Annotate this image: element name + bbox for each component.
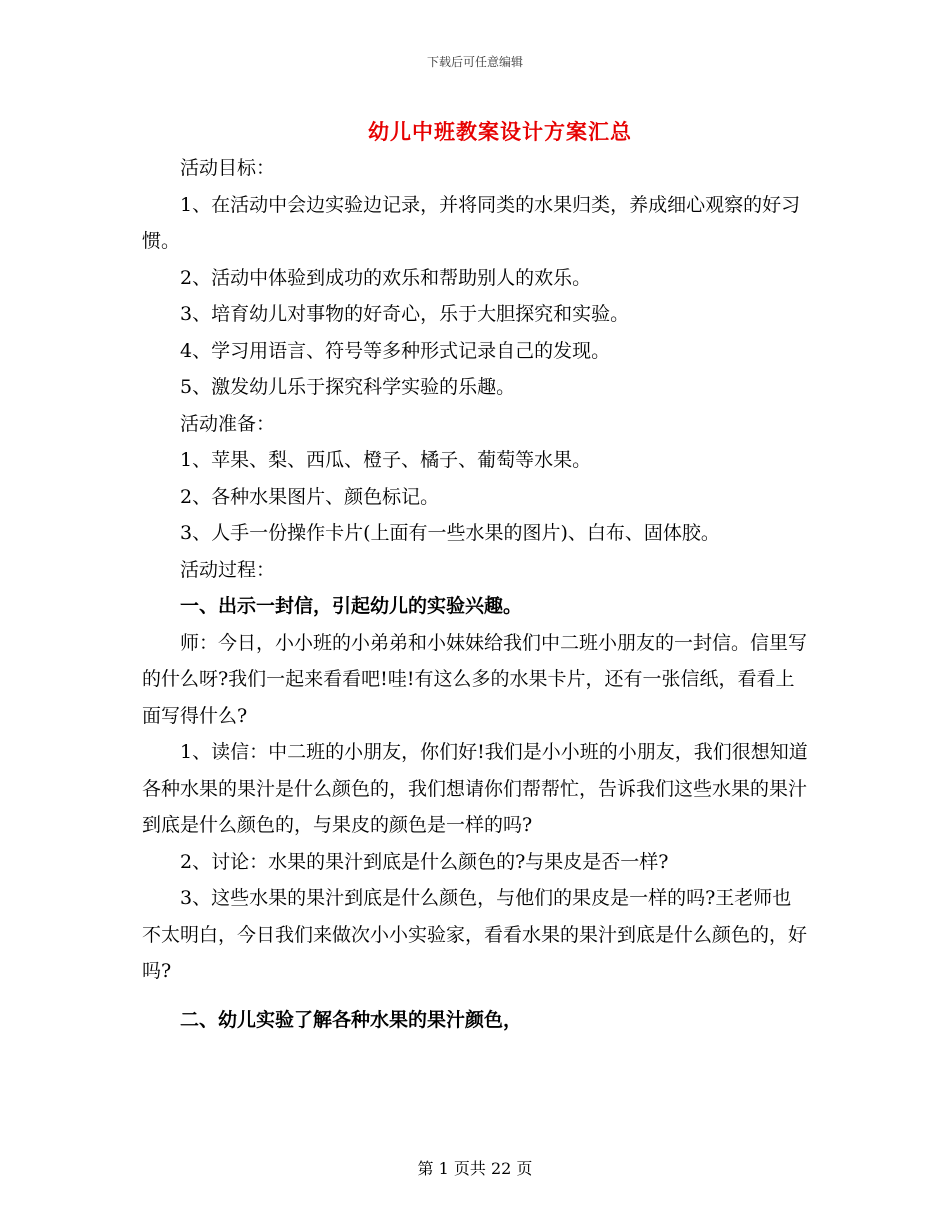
process-paragraph-question: 3、这些水果的果汁到底是什么颜色，与他们的果皮是一样的吗?王老师也不太明白，今日我们来做次小小实验家，看看水果的果汁到底是什么颜色的，好吗? [142, 887, 808, 982]
preparation-item-3: 3、人手一份操作卡片(上面有一些水果的图片)、白布、固体胶。 [180, 522, 720, 544]
process-step-heading-2: 二、幼儿实验了解各种水果的果汁颜色， [180, 1008, 523, 1031]
page-header-note: 下载后可任意编辑 [426, 55, 523, 69]
goal-item-3: 3、培育幼儿对事物的好奇心，乐于大胆探究和实验。 [180, 303, 630, 325]
preparation-item-2: 2、各种水果图片、颜色标记。 [180, 485, 440, 508]
process-paragraph-discussion: 2、讨论：水果的果汁到底是什么颜色的?与果皮是否一样? [180, 850, 669, 873]
document-body [142, 150, 810, 1038]
section-heading-preparation: 活动准备： [180, 412, 276, 435]
page-footer: 第 1 页共 22 页 [417, 1159, 533, 1178]
goal-item-1: 1、在活动中会边实验边记录，并将同类的水果归类，养成细心观察的好习惯。 [142, 193, 801, 252]
goal-item-5: 5、激发幼儿乐于探究科学实验的乐趣。 [180, 376, 516, 398]
section-heading-goals: 活动目标： [180, 157, 276, 179]
preparation-item-1: 1、苹果、梨、西瓜、橙子、橘子、葡萄等水果。 [180, 449, 592, 471]
process-paragraph-teacher: 师：今日，小小班的小弟弟和小妹妹给我们中二班小朋友的一封信。信里写的什么呀?我们一起来看看吧!哇!有这么多的水果卡片，还有一张信纸，看看上面写得什么? [142, 631, 808, 727]
process-step-heading-1: 一、出示一封信，引起幼儿的实验兴趣。 [180, 595, 523, 617]
section-heading-process: 活动过程： [180, 558, 276, 581]
goal-item-4: 4、学习用语言、符号等多种形式记录自己的发现。 [180, 339, 611, 362]
document-title: 幼儿中班教案设计方案汇总 [368, 119, 632, 144]
goal-item-2: 2、活动中体验到成功的欢乐和帮助别人的欢乐。 [180, 266, 592, 289]
process-paragraph-read-letter: 1、读信：中二班的小朋友，你们好!我们是小小班的小朋友，我们很想知道各种水果的果汁是什么颜色的，我们想请你们帮帮忙，告诉我们这些水果的果汁到底是什么颜色的，与果皮的颜色是一样的吗? [142, 741, 808, 836]
